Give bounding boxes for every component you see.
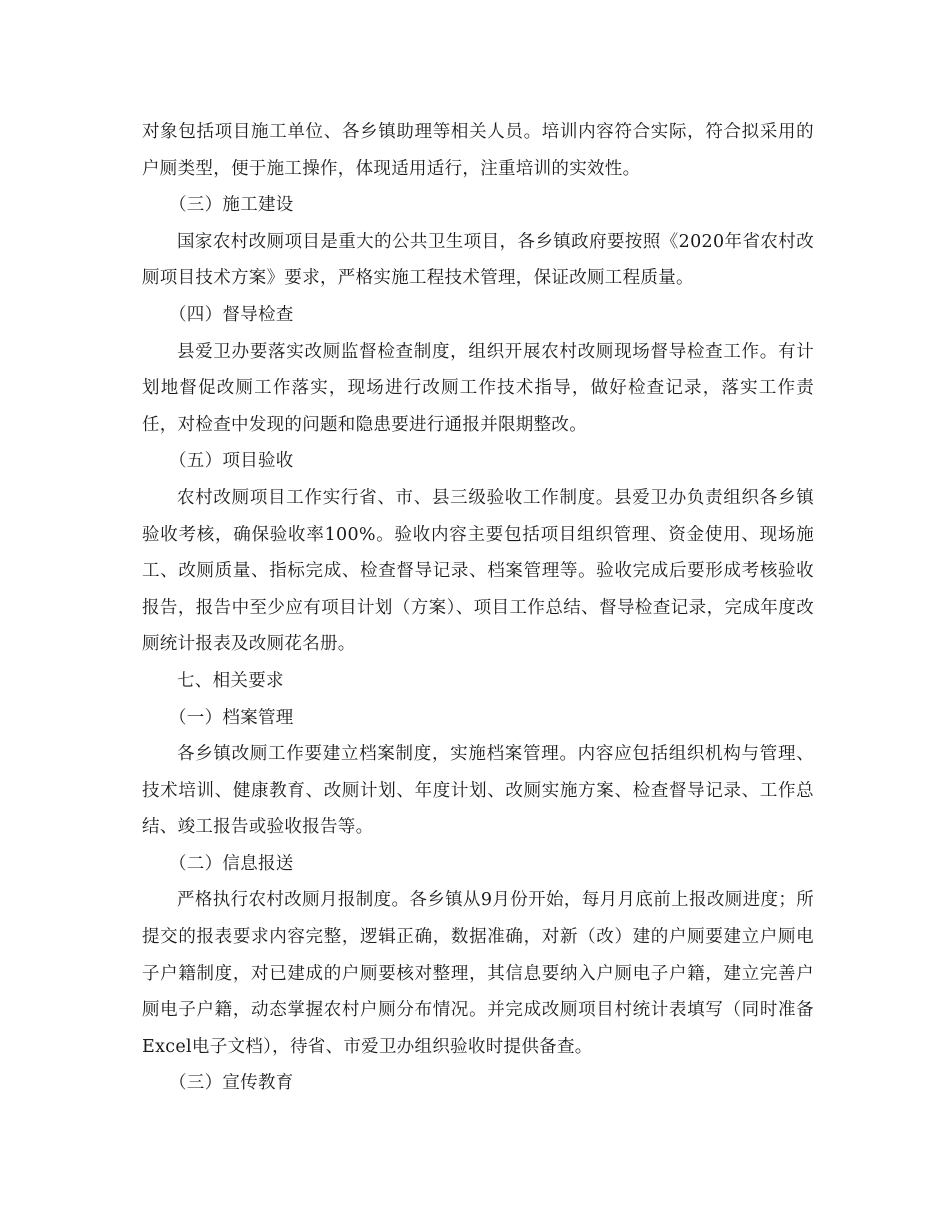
paragraph-archives: 各乡镇改厕工作要建立档案制度，实施档案管理。内容应包括组织机构与管理、技术培训、健康教育、改厕计划、年度计划、改厕实施方案、检查督导记录、工作总结、竣工报告或验收报告等。 bbox=[142, 744, 814, 838]
section-heading-reporting: （二）信息报送 bbox=[169, 853, 294, 874]
paragraph-construction: 国家农村改厕项目是重大的公共卫生项目，各乡镇政府要按照《2020年省农村改厕项目技术方案》要求，严格实施工程技术管理，保证改厕工程质量。 bbox=[142, 231, 814, 289]
section-heading-publicity: （三）宣传教育 bbox=[169, 1073, 294, 1094]
section-heading-acceptance: （五）项目验收 bbox=[169, 451, 294, 472]
chapter-heading-requirements: 七、相关要求 bbox=[177, 670, 284, 691]
paragraph-reporting: 严格执行农村改厕月报制度。各乡镇从9月份开始，每月月底前上报改厕进度；所提交的报表要求内容完整，逻辑正确，数据准确，对新（改）建的户厕要建立户厕电子户籍制度，对已建成的户厕要核对整理，其信息要纳入户厕电子户籍，建立完善户厕电子户籍，动态掌握农村户厕分布情况。并完成改厕项目村统计表填写（同时准备Excel电子文档），待省、市爱卫办组织验收时提供备查。 bbox=[142, 890, 814, 1057]
section-heading-archives: （一）档案管理 bbox=[169, 707, 294, 728]
document-body bbox=[142, 114, 814, 1102]
section-heading-supervision: （四）督导检查 bbox=[169, 304, 294, 325]
paragraph-acceptance: 农村改厕项目工作实行省、市、县三级验收工作制度。县爱卫办负责组织各乡镇验收考核，确保验收率100%。验收内容主要包括项目组织管理、资金使用、现场施工、改厕质量、指标完成、检查督导记录、档案管理等。验收完成后要形成考核验收报告，报告中至少应有项目计划（方案）、项目工作总结、督导检查记录，完成年度改厕统计报表及改厕花名册。 bbox=[142, 487, 814, 655]
paragraph-training-target: 对象包括项目施工单位、各乡镇助理等相关人员。培训内容符合实际，符合拟采用的户厕类型，便于施工操作，体现适用适行，注重培训的实效性。 bbox=[142, 122, 814, 179]
paragraph-supervision: 县爱卫办要落实改厕监督检查制度，组织开展农村改厕现场督导检查工作。有计划地督促改厕工作落实，现场进行改厕工作技术指导，做好检查记录，落实工作责任，对检查中发现的问题和隐患要进行通报并限期整改。 bbox=[142, 341, 814, 435]
section-heading-construction: （三）施工建设 bbox=[169, 195, 294, 216]
